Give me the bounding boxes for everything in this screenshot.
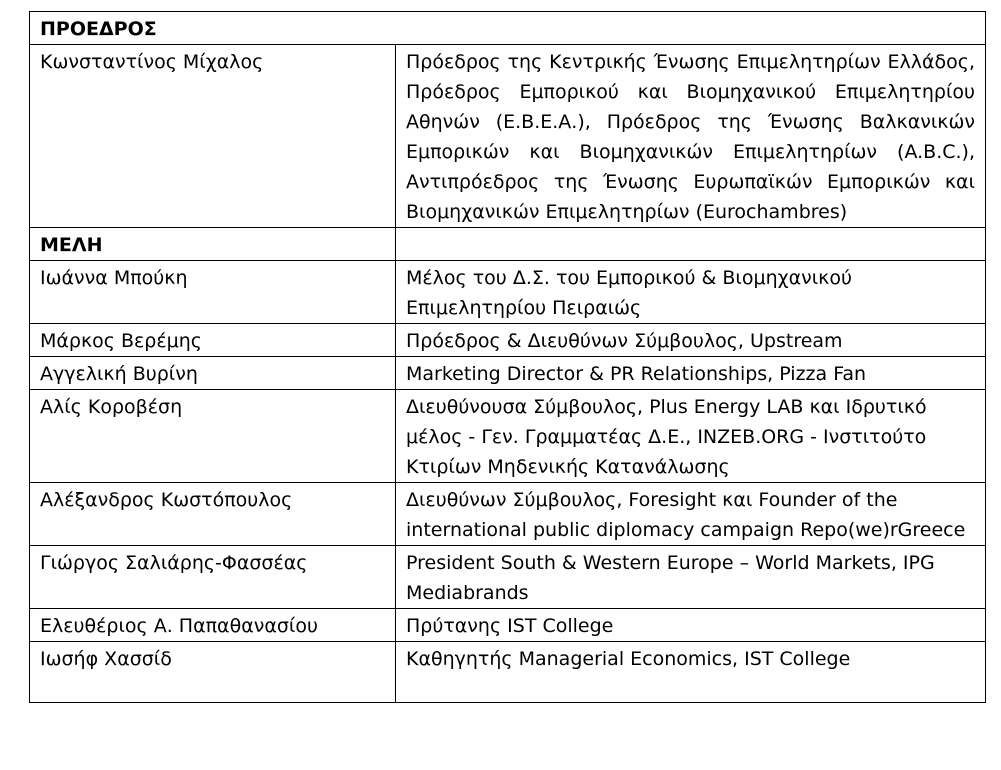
member-role: Διευθύνουσα Σύμβουλος, Plus Energy LAB και Ιδρυτικό μέλος - Γεν. Γραμματέας Δ.Ε., INZEB.ORG - Ινστιτούτο Κτιρίων Μηδενικής Κατανάλωσης bbox=[396, 390, 986, 483]
member-name: Ελευθέριος Α. Παπαθανασίου bbox=[30, 609, 396, 642]
member-role: Πρόεδρος της Κεντρικής Ένωσης Επιμελητηρίων Ελλάδος, Πρόεδρος Εμπορικού και Βιομηχανικού Επιμελητηρίου Αθηνών (Ε.Β.Ε.Α.), Πρόεδρος της Ένωσης Βαλκανικών Εμπορικών και Βιομηχανικών Επιμελητηρίων (A.B.C.), Αντιπρόεδρος της Ένωσης Ευρωπαϊκών Εμπορικών και Βιομηχανικών Επιμελητηρίων (Eurochambres) bbox=[396, 45, 986, 228]
member-role: President South & Western Europe – World Markets, IPG Mediabrands bbox=[396, 546, 986, 609]
table-row bbox=[30, 261, 986, 324]
member-role: Marketing Director & PR Relationships, Pizza Fan bbox=[396, 357, 986, 390]
table-row bbox=[30, 357, 986, 390]
table-row bbox=[30, 642, 986, 703]
member-name: Αλίς Κοροβέση bbox=[30, 390, 396, 483]
member-role: Διευθύνων Σύμβουλος, Foresight και Founder of the international public diplomacy campaign Repo(we)rGreece bbox=[396, 483, 986, 546]
member-name: Γιώργος Σαλιάρης-Φασσέας bbox=[30, 546, 396, 609]
empty-cell bbox=[396, 228, 986, 261]
table-row bbox=[30, 609, 986, 642]
member-role: Πρύτανης IST College bbox=[396, 609, 986, 642]
member-role: Μέλος του Δ.Σ. του Εμπορικού & Βιομηχανικού Επιμελητηρίου Πειραιώς bbox=[396, 261, 986, 324]
table-row bbox=[30, 324, 986, 357]
table-row bbox=[30, 390, 986, 483]
members-heading-row bbox=[30, 228, 986, 261]
member-name: Αγγελική Βυρίνη bbox=[30, 357, 396, 390]
table-row bbox=[30, 483, 986, 546]
members-heading: ΜΕΛΗ bbox=[30, 228, 396, 261]
member-name: Αλέξανδρος Κωστόπουλος bbox=[30, 483, 396, 546]
member-role: Καθηγητής Managerial Economics, IST College bbox=[396, 642, 986, 703]
president-heading: ΠΡΟΕΔΡΟΣ bbox=[30, 12, 986, 45]
member-role: Πρόεδρος & Διευθύνων Σύμβουλος, Upstream bbox=[396, 324, 986, 357]
president-heading-row bbox=[30, 12, 986, 45]
board-members-table bbox=[29, 11, 986, 703]
member-name: Ιωσήφ Χασσίδ bbox=[30, 642, 396, 703]
member-name: Κωνσταντίνος Μίχαλος bbox=[30, 45, 396, 228]
table-row bbox=[30, 45, 986, 228]
table-row bbox=[30, 546, 986, 609]
member-name: Ιωάννα Μπούκη bbox=[30, 261, 396, 324]
member-name: Μάρκος Βερέμης bbox=[30, 324, 396, 357]
